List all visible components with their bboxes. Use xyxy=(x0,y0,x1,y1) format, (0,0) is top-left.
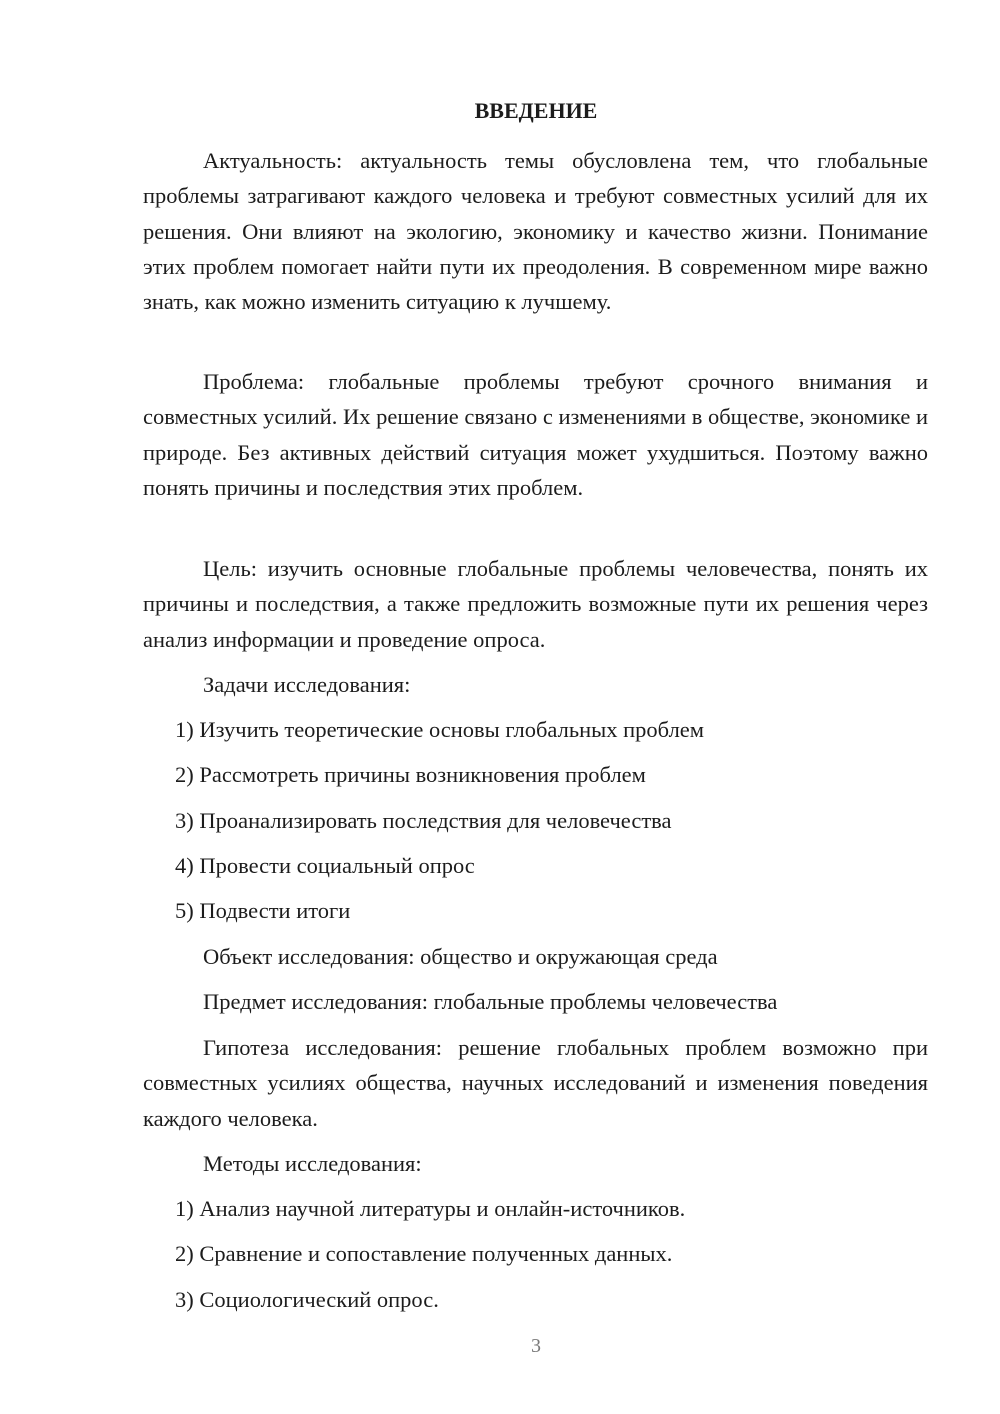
method-item-3: 3) Социологический опрос. xyxy=(175,1287,439,1312)
paragraph-goal: Цель: изучить основные глобальные проблемы человечества, понять их причины и последствия, а также предложить возможные пути их решения через анализ информации и проведение опроса. xyxy=(143,556,928,652)
task-item-3: 3) Проанализировать последствия для человечества xyxy=(175,808,672,833)
task-item-4: 4) Провести социальный опрос xyxy=(175,853,475,878)
task-item-2: 2) Рассмотреть причины возникновения проблем xyxy=(175,762,646,787)
method-item-2: 2) Сравнение и сопоставление полученных данных. xyxy=(175,1241,673,1266)
paragraph-hypothesis: Гипотеза исследования: решение глобальных проблем возможно при совместных усилиях общества, научных исследований и изменения поведения каждого человека. xyxy=(143,1035,928,1131)
page-number: 3 xyxy=(531,1335,541,1357)
task-item-5: 5) Подвести итоги xyxy=(175,898,351,923)
paragraph-relevance: Актуальность: актуальность темы обусловлена тем, что глобальные проблемы затрагивают каждого человека и требуют совместных усилий для их решения. Они влияют на экологию, экономику и качество жизни. Понимание этих проблем помогает найти пути их преодоления. В современном мире важно знать, как можно изменить ситуацию к лучшему. xyxy=(143,148,928,315)
tasks-title: Задачи исследования: xyxy=(203,672,411,697)
section-heading: ВВЕДЕНИЕ xyxy=(474,98,598,123)
research-subject: Предмет исследования: глобальные проблемы человечества xyxy=(203,989,778,1014)
research-object: Объект исследования: общество и окружающая среда xyxy=(203,944,718,969)
paragraph-problem: Проблема: глобальные проблемы требуют срочного внимания и совместных усилий. Их решение связано с изменениями в обществе, экономике и природе. Без активных действий ситуация может ухудшиться. Поэтому важно понять причины и последствия этих проблем. xyxy=(143,369,928,500)
task-item-1: 1) Изучить теоретические основы глобальных проблем xyxy=(175,717,705,742)
methods-title: Методы исследования: xyxy=(203,1151,422,1176)
method-item-1: 1) Анализ научной литературы и онлайн-источников. xyxy=(175,1196,686,1221)
